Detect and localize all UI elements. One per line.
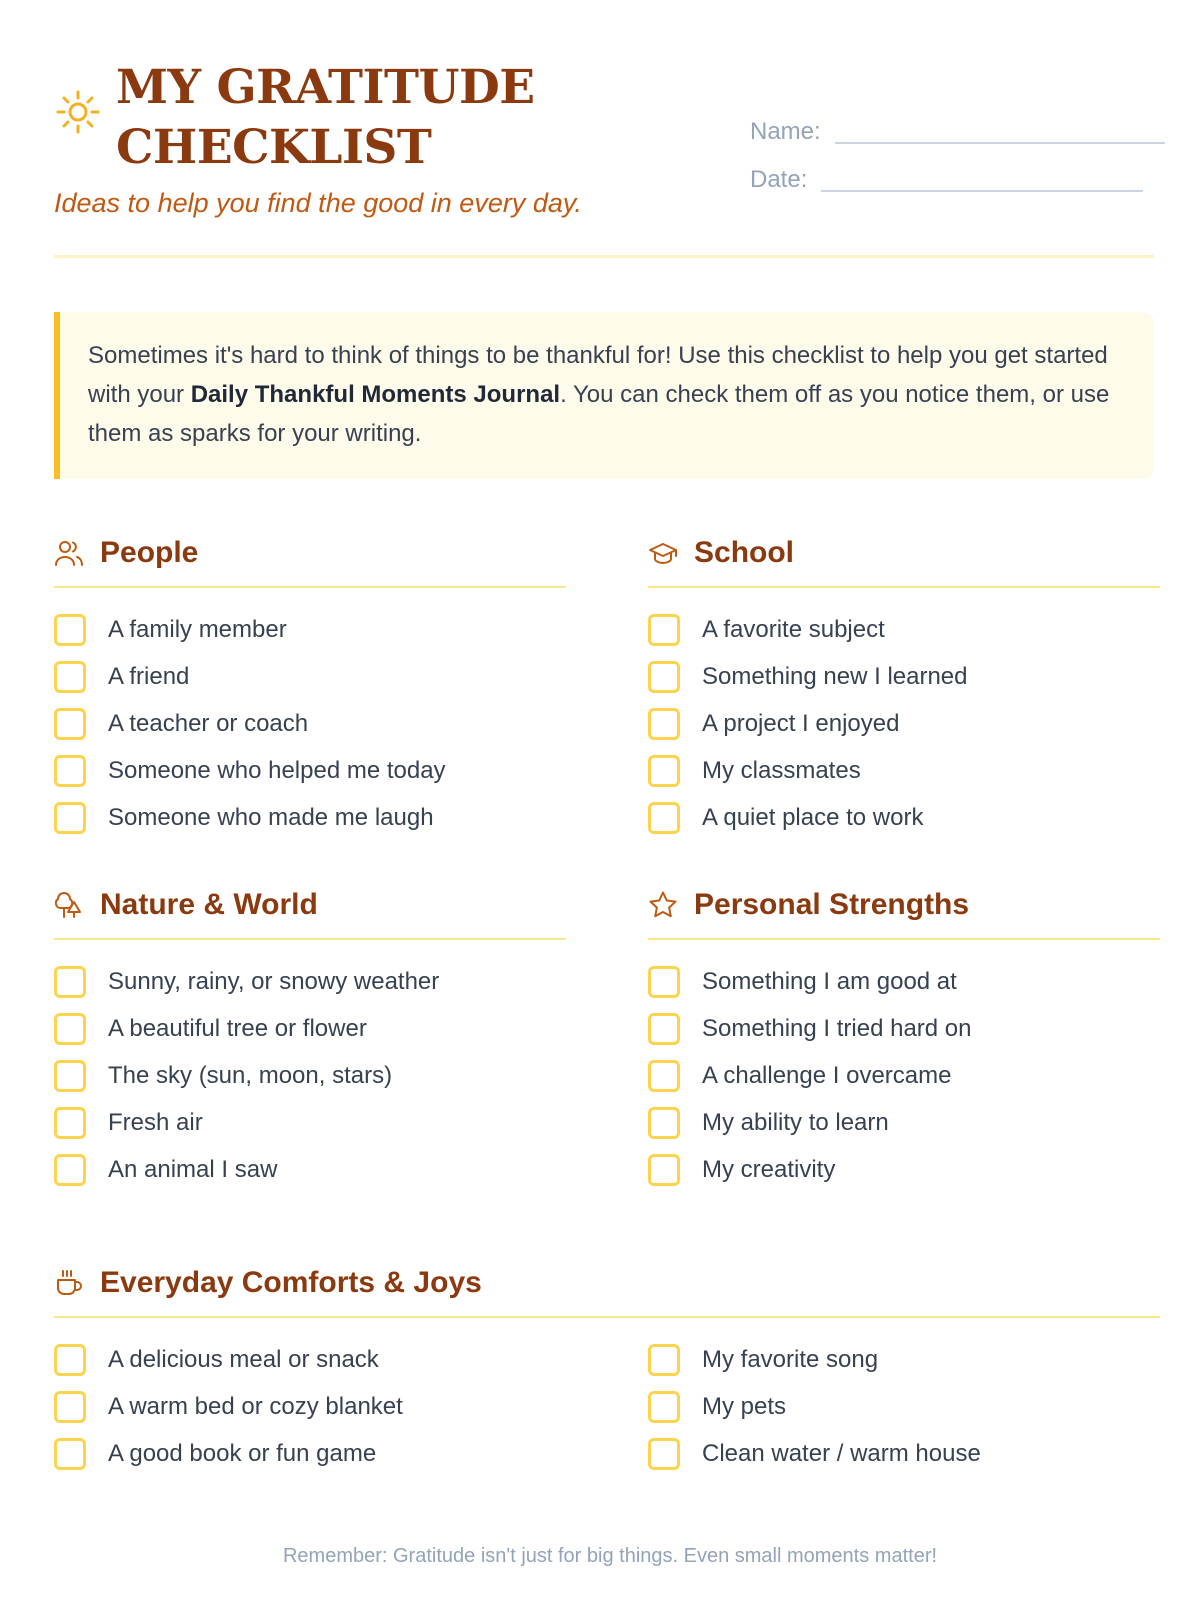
checklist-item[interactable]	[648, 1430, 1148, 1477]
item-label: A good book or fun game	[108, 1439, 377, 1467]
section-title: School	[694, 536, 795, 569]
checklist-item[interactable]	[54, 1099, 566, 1146]
checklist-item[interactable]	[54, 794, 566, 841]
item-label: My ability to learn	[702, 1108, 889, 1136]
intro-text-after: . You can check them off as you notice them, or use them as sparks for your writing.	[88, 381, 1110, 447]
item-label: Something I tried hard on	[702, 1014, 972, 1042]
checkbox[interactable]	[648, 755, 680, 787]
checkbox[interactable]	[54, 1344, 86, 1376]
section-people	[54, 530, 566, 841]
item-label: Sunny, rainy, or snowy weather	[108, 967, 440, 995]
item-label: Something I am good at	[702, 967, 957, 995]
checklist-item[interactable]	[648, 1146, 1160, 1193]
checklist	[648, 958, 1160, 1193]
checklist-item[interactable]	[648, 1052, 1160, 1099]
item-label: A beautiful tree or flower	[108, 1014, 367, 1042]
checklist-item[interactable]	[54, 1430, 648, 1477]
item-label: A favorite subject	[702, 615, 885, 643]
coffee-cup-icon	[54, 1268, 84, 1298]
item-label: The sky (sun, moon, stars)	[108, 1061, 393, 1089]
checkbox[interactable]	[54, 1060, 86, 1092]
checkbox[interactable]	[54, 1013, 86, 1045]
checklist-item[interactable]	[648, 1336, 1148, 1383]
checkbox[interactable]	[648, 1060, 680, 1092]
item-label: Fresh air	[108, 1108, 203, 1136]
checkbox[interactable]	[648, 966, 680, 998]
item-label: My pets	[702, 1392, 787, 1420]
checkbox[interactable]	[54, 661, 86, 693]
checkbox[interactable]	[648, 1344, 680, 1376]
checklist-item[interactable]	[648, 1005, 1160, 1052]
checklist	[54, 606, 566, 841]
section-title: People	[100, 536, 199, 569]
item-label: A project I enjoyed	[702, 709, 900, 737]
checkbox[interactable]	[648, 708, 680, 740]
item-label: A challenge I overcame	[702, 1061, 952, 1089]
checklist-item[interactable]	[54, 958, 566, 1005]
checkbox[interactable]	[54, 1154, 86, 1186]
item-label: Someone who helped me today	[108, 756, 446, 784]
checkbox[interactable]	[54, 1391, 86, 1423]
graduation-cap-icon	[648, 538, 678, 568]
item-label: My favorite song	[702, 1345, 879, 1373]
name-label: Name:	[750, 118, 821, 145]
checklist-item[interactable]	[54, 747, 566, 794]
section-strengths	[648, 882, 1160, 1193]
checklist-item[interactable]	[54, 1383, 648, 1430]
checkbox[interactable]	[648, 1107, 680, 1139]
page-title	[116, 58, 576, 178]
page-subtitle: Ideas to help you find the good in every day.	[54, 188, 582, 218]
checklist-item[interactable]	[54, 653, 566, 700]
item-label: A family member	[108, 615, 287, 643]
checkbox[interactable]	[648, 1391, 680, 1423]
item-label: My classmates	[702, 756, 861, 784]
item-label: Something new I learned	[702, 662, 968, 690]
checklist-item[interactable]	[648, 606, 1160, 653]
checklist-item[interactable]	[648, 747, 1160, 794]
checklist-item[interactable]	[54, 700, 566, 747]
checklist-item[interactable]	[648, 653, 1160, 700]
intro-text-before: Sometimes it's hard to think of things to be thankful for! Use this checklist to help you get started with your	[88, 342, 1108, 408]
star-icon	[648, 890, 678, 920]
trees-icon	[54, 890, 84, 920]
checkbox[interactable]	[648, 1154, 680, 1186]
section-header	[54, 882, 566, 940]
date-label: Date:	[750, 166, 808, 193]
date-row	[750, 146, 1154, 194]
section-header	[648, 530, 1160, 588]
item-label: A warm bed or cozy blanket	[108, 1392, 403, 1420]
item-label: Someone who made me laugh	[108, 803, 434, 831]
name-row	[750, 98, 1154, 146]
section-title: Everyday Comforts & Joys	[100, 1266, 482, 1299]
checklist-item[interactable]	[648, 958, 1160, 1005]
checkbox[interactable]	[54, 1438, 86, 1470]
date-field[interactable]	[821, 190, 1143, 192]
intro-journal-name: Daily Thankful Moments Journal	[190, 381, 561, 408]
item-label: An animal I saw	[108, 1155, 278, 1183]
checkbox[interactable]	[648, 1013, 680, 1045]
checklist-left	[54, 1336, 648, 1477]
item-label: Clean water / warm house	[702, 1439, 981, 1467]
item-label: A delicious meal or snack	[108, 1345, 379, 1373]
checklist-item[interactable]	[54, 1336, 648, 1383]
checkbox[interactable]	[648, 661, 680, 693]
item-label: A quiet place to work	[702, 803, 924, 831]
checklist-item[interactable]	[648, 1383, 1148, 1430]
checkbox[interactable]	[54, 614, 86, 646]
title-line-2: CHECKLIST	[116, 120, 432, 175]
checklist	[54, 958, 566, 1193]
checklist	[648, 606, 1160, 841]
people-icon	[54, 538, 84, 568]
sun-icon	[54, 88, 102, 136]
name-date-fields	[750, 98, 1154, 194]
footer-note: Remember: Gratitude isn't just for big things. Even small moments matter!	[282, 1545, 938, 1567]
checkbox[interactable]	[648, 802, 680, 834]
section-comforts	[54, 1260, 1160, 1477]
header	[54, 58, 1154, 258]
checkbox[interactable]	[648, 1438, 680, 1470]
checklist-item[interactable]	[648, 1099, 1160, 1146]
title-block	[54, 58, 576, 178]
section-title: Personal Strengths	[694, 888, 970, 921]
section-nature	[54, 882, 566, 1193]
checklist-right	[648, 1336, 1148, 1477]
section-title: Nature & World	[100, 888, 318, 921]
name-field[interactable]	[835, 142, 1165, 144]
checklist-item[interactable]	[54, 1005, 566, 1052]
checkbox[interactable]	[54, 755, 86, 787]
checkbox[interactable]	[54, 708, 86, 740]
section-header	[54, 1260, 1160, 1318]
checklist-item[interactable]	[54, 606, 566, 653]
item-label: A teacher or coach	[108, 709, 309, 737]
item-label: My creativity	[702, 1155, 836, 1183]
checkbox[interactable]	[648, 614, 680, 646]
checkbox[interactable]	[54, 1107, 86, 1139]
header-divider	[54, 255, 1154, 258]
section-school	[648, 530, 1160, 841]
checklist-item[interactable]	[648, 700, 1160, 747]
section-header	[648, 882, 1160, 940]
section-header	[54, 530, 566, 588]
intro-callout	[54, 312, 1154, 479]
checklist-item[interactable]	[54, 1146, 566, 1193]
checkbox[interactable]	[54, 802, 86, 834]
checklist-item[interactable]	[648, 794, 1160, 841]
comforts-columns	[54, 1318, 1160, 1477]
checkbox[interactable]	[54, 966, 86, 998]
title-line-1: MY GRATITUDE	[116, 60, 535, 115]
item-label: A friend	[108, 662, 190, 690]
checklist-item[interactable]	[54, 1052, 566, 1099]
